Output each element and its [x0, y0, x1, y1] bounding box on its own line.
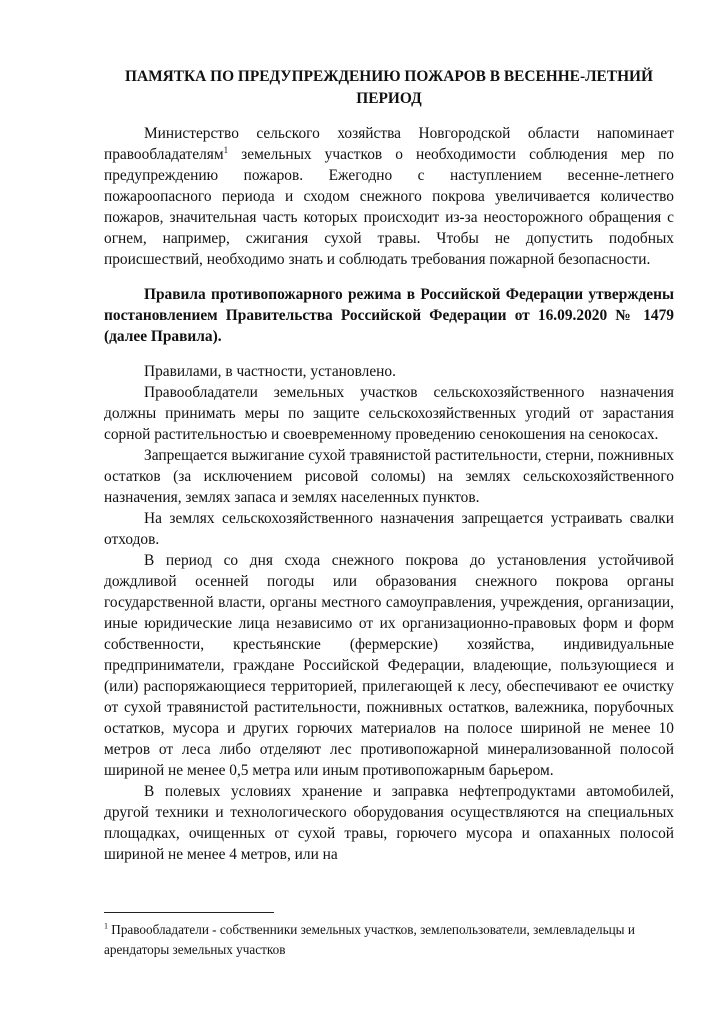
- body-paragraph-1: Правилами, в частности, установлено.: [144, 363, 396, 380]
- footnote: [104, 920, 664, 960]
- intro-text-before-ref: Министерство сельского хозяйства Новгородской области напоминает правообладателям: [104, 125, 674, 163]
- rules-heading: Правила противопожарного режима в Российской Федерации утверждены постановлением Правительства Российской Федерации от 16.09.2020 № 1479 (далее Правила).: [104, 286, 674, 345]
- intro-paragraph: [104, 123, 674, 270]
- footnote-text: Правообладатели - собственники земельных участков, землепользователи, землевладельцы и арендаторы земельных участков: [104, 922, 635, 957]
- body-paragraph-4: На землях сельскохозяйственного назначения запрещается устраивать свалки отходов.: [104, 510, 674, 548]
- body-paragraph-5: В период со дня схода снежного покрова до установления устойчивой дождливой осенней погоды или образования снежного покрова органы государственной власти, органы местного самоуправления, учреждения, организации, иные юридические лица независимо от их организационно-правовых форм и форм собственности, крестьянские (фермерские) хозяйства, индивидуальные предприниматели, граждане Российской Федерации, владеющие, пользующиеся и (или) распоряжающиеся территорией, прилегающей к лесу, обеспечивают ее очистку от сухой травянистой растительности, пожнивных остатков, валежника, порубочных остатков, мусора и других горючих материалов на полосе шириной не менее 10 метров от леса либо отделяют лес противопожарной минерализованной полосой шириной не менее 0,5 метра или иным противопожарным барьером.: [104, 552, 674, 779]
- document-title: ПАМЯТКА ПО ПРЕДУПРЕЖДЕНИЮ ПОЖАРОВ В ВЕСЕННЕ-ЛЕТНИЙ ПЕРИОД: [124, 68, 653, 107]
- document-page: [104, 66, 674, 865]
- footnote-ref-mark: 1: [223, 144, 229, 155]
- body-paragraph-2: Правообладатели земельных участков сельскохозяйственного назначения должны принимать меры по защите сельскохозяйственных угодий от зарастания сорной растительностью и своевременному проведению сенокошения на сенокосах.: [104, 384, 674, 443]
- intro-text-after-ref: земельных участков о необходимости соблюдения мер по предупреждению пожаров. Ежегодно с наступлением весенне-летнего пожароопасного периода и сходом снежного покрова увеличивается количество пожаров, значительная часть которых происходит из-за неосторожного обращения с огнем, например, сжигания сухой травы. Чтобы не допустить подобных происшествий, необходимо знать и соблюдать требования пожарной безопасности.: [104, 146, 674, 268]
- body-paragraph-3: Запрещается выжигание сухой травянистой растительности, стерни, пожнивных остатков (за исключением рисовой соломы) на землях сельскохозяйственного назначения, землях запаса и землях населенных пунктов.: [104, 447, 674, 506]
- footnote-divider: [104, 912, 274, 913]
- footnote-mark: 1: [104, 921, 108, 931]
- body-paragraph-6: В полевых условиях хранение и заправка нефтепродуктами автомобилей, другой техники и технологического оборудования осуществляются на специальных площадках, очищенных от сухой травы, горючего мусора и опаханных полосой шириной не менее 4 метров, или на: [104, 783, 674, 863]
